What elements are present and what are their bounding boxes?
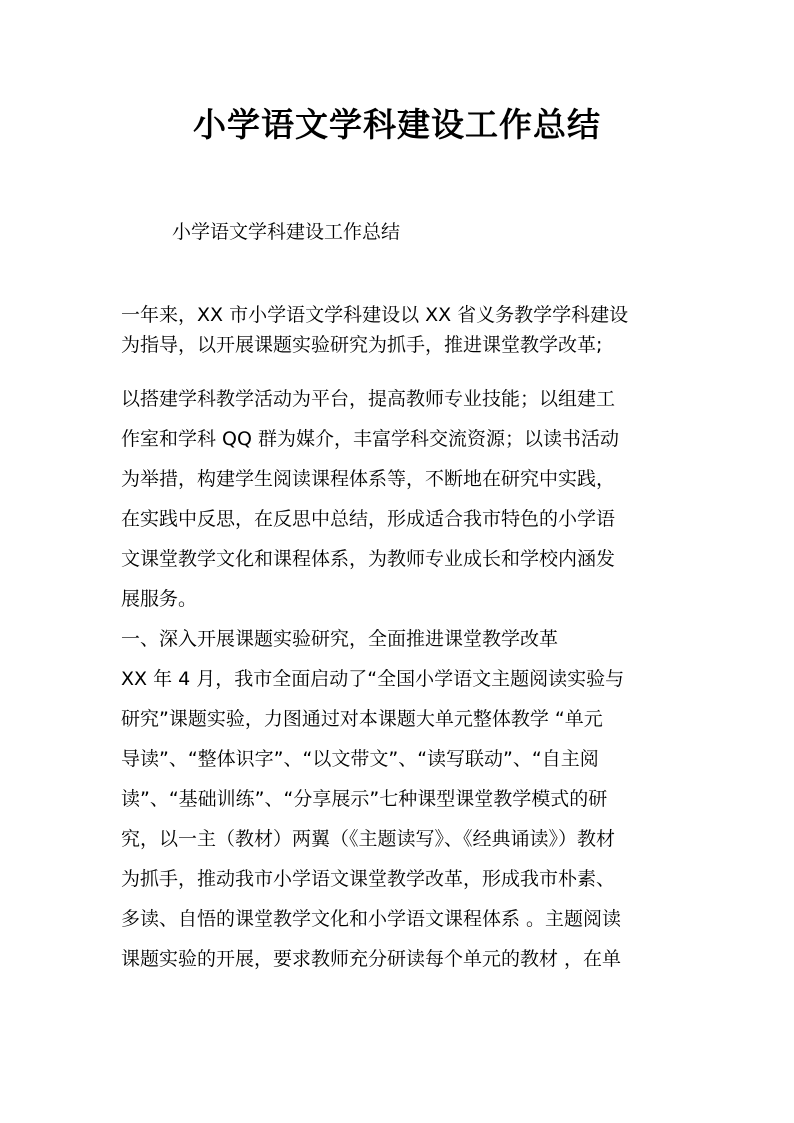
body-line-8: 展服务。 (121, 588, 198, 610)
body-line-13: 究，以一主（教材）两翼（《主题读写》、《经典诵读》）教材 (121, 828, 616, 850)
body-line-6: 在实践中反思，在反思中总结，形成适合我市特色的小学语 (121, 508, 616, 530)
section-heading-1: 一、深入开展课题实验研究，全面推进课堂教学改革 (121, 628, 559, 650)
document-title: 小学语文学科建设工作总结 (193, 105, 601, 144)
body-line-12: 读”、“基础训练”、“分享展示”七种课型课堂教学模式的研 (121, 788, 608, 810)
body-line-11: 导读”、“整体识字”、“以文带文”、“读写联动”、“自主阅 (121, 748, 599, 770)
body-line-4: 作室和学科 QQ 群为媒介，丰富学科交流资源；以读书活动 (121, 428, 619, 450)
body-line-3: 以搭建学科教学活动为平台，提高教师专业技能；以组建工 (121, 388, 616, 410)
body-line-9: XX 年 4 月，我市全面启动了“全国小学语文主题阅读实验与 (121, 668, 625, 690)
document-subtitle: 小学语文学科建设工作总结 (172, 221, 401, 243)
body-line-2: 为指导，以开展课题实验研究为抓手，推进课堂教学改革; (121, 334, 603, 356)
body-line-15: 多读、自悟的课堂教学文化和小学语文课程体系 。主题阅读 (121, 908, 622, 930)
body-line-7: 文课堂教学文化和课程体系，为教师专业成长和学校内涵发 (121, 548, 616, 570)
body-line-16: 课题实验的开展，要求教师充分研读每个单元的教材 ，在单 (121, 948, 622, 970)
body-line-10: 研究”课题实验，力图通过对本课题大单元整体教学 “单元 (121, 708, 603, 730)
body-line-5: 为举措，构建学生阅读课程体系等，不断地在研究中实践， (121, 468, 616, 490)
body-line-14: 为抓手，推动我市小学语文课堂教学改革，形成我市朴素、 (121, 868, 616, 890)
body-line-1: 一年来，XX 市小学语文学科建设以 XX 省义务教学学科建设 (121, 304, 629, 326)
